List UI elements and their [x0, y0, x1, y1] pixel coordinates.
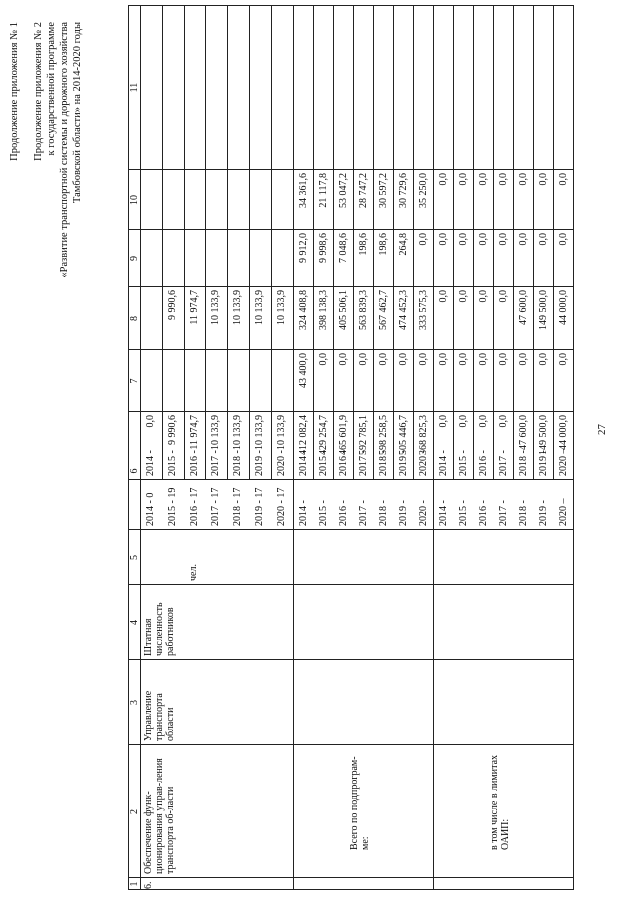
year-label: 2017 -: [210, 450, 222, 476]
other-cell: 0,0: [477, 173, 489, 186]
column-line: [128, 529, 573, 530]
local-cell: 0,0: [477, 233, 489, 246]
column-number: 2: [129, 809, 140, 814]
year-row-line: [227, 5, 228, 480]
budget-table: [128, 5, 606, 890]
header-continuation: Продолжение приложения № 1: [9, 22, 20, 161]
column-number: 4: [129, 620, 140, 625]
target-value: 2017 - 17: [210, 487, 222, 526]
federal-cell: 43 400,0: [297, 353, 309, 388]
row-line: [573, 5, 574, 890]
oaip-label: в том числе в лимитах ОАИП:: [488, 754, 511, 850]
year-label: 2018 -: [517, 450, 529, 476]
year-label-col6: 2015 -: [457, 500, 469, 526]
federal-cell: 0,0: [437, 353, 449, 366]
target-value: 2020 - 17: [275, 487, 287, 526]
year-row-line: [533, 5, 534, 480]
column-number: 5: [129, 555, 140, 560]
regional-cell: 398 138,3: [317, 290, 329, 330]
column-line: [128, 889, 573, 890]
local-cell: 0,0: [517, 233, 529, 246]
local-cell: 264,8: [397, 233, 409, 256]
section-line: [293, 5, 294, 890]
local-cell: 9 912,0: [297, 233, 309, 263]
year-label: 2019 -: [254, 450, 265, 476]
total-cell: 368 825,3: [417, 415, 429, 455]
year-label: 2014 -: [297, 450, 309, 476]
total-cell: 11 974,7: [188, 415, 200, 450]
year-label: 2020 -: [275, 450, 287, 476]
year-row-line: [162, 5, 163, 480]
year-row-line: [493, 5, 494, 480]
other-cell: 0,0: [437, 173, 449, 186]
local-cell: 7 048,6: [337, 233, 349, 263]
year-label-col6: 2018 -: [377, 500, 389, 526]
year-row-line: [313, 5, 314, 480]
federal-cell: 0,0: [337, 353, 349, 366]
page-number: 27: [596, 424, 608, 435]
year-label: 2016 -: [337, 450, 349, 476]
total-cell: 505 446,7: [397, 415, 409, 455]
federal-cell: 0,0: [517, 353, 529, 366]
other-cell: 0,0: [497, 173, 509, 186]
other-cell: 0,0: [457, 173, 469, 186]
subprogram-total-label: Всего по подпрограм-ме:: [348, 756, 371, 850]
year-label: 2019 -: [397, 450, 409, 476]
column-line: [128, 169, 573, 170]
year-label-col6: 2015 -: [317, 500, 329, 526]
regional-cell: 324 408,8: [297, 290, 309, 330]
year-label-col6: 2017 -: [357, 500, 369, 526]
year-row-line: [393, 5, 394, 480]
header-appendix: Продолжение приложения № 2: [33, 22, 44, 161]
federal-cell: 0,0: [397, 353, 409, 366]
other-cell: 30 597,2: [377, 173, 389, 208]
header-line3: «Развитие транспортной системы и дорожного хозяйства: [59, 22, 70, 278]
year-label: 2017 -: [357, 450, 369, 476]
total-cell: 0,0: [457, 415, 469, 428]
regional-cell: 149 500,0: [537, 290, 549, 330]
total-cell: 10 133,9: [254, 415, 265, 450]
federal-cell: 0,0: [417, 353, 429, 366]
total-cell: 0,0: [437, 415, 449, 428]
regional-cell: 44 000,0: [557, 290, 569, 325]
column-line: [128, 411, 573, 412]
year-label-col6: 2019 -: [537, 500, 549, 526]
total-cell: 0,0: [145, 415, 156, 428]
year-row-line: [333, 5, 334, 480]
year-label-col6: 2020 -: [417, 500, 429, 526]
total-cell: 10 133,9: [232, 415, 244, 450]
year-row-line: [271, 5, 272, 480]
federal-cell: 0,0: [537, 353, 549, 366]
local-cell: 198,6: [377, 233, 389, 256]
regional-cell: 405 506,1: [337, 290, 349, 330]
regional-cell: 9 990,6: [166, 290, 178, 320]
year-label-col6: 2019 -: [397, 500, 409, 526]
regional-cell: 0,0: [437, 290, 449, 303]
column-number: 8: [129, 316, 140, 321]
header-line4: Тамбовской области» на 2014-2020 годы: [72, 22, 83, 204]
year-row-line: [413, 5, 414, 480]
federal-cell: 0,0: [557, 353, 569, 366]
local-cell: 0,0: [497, 233, 509, 246]
section-line: [433, 5, 434, 890]
regional-cell: 333 575,3: [417, 290, 429, 330]
year-label: 2020 -: [417, 450, 429, 476]
other-cell: 35 250,0: [417, 173, 429, 208]
regional-cell: 0,0: [497, 290, 509, 303]
regional-cell: 10 133,9: [275, 290, 287, 325]
column-line: [128, 286, 573, 287]
target-value: 2018 - 17: [232, 487, 244, 526]
other-cell: 28 747,2: [357, 173, 369, 208]
year-row-line: [205, 5, 206, 480]
federal-cell: 0,0: [477, 353, 489, 366]
year-label: 2014 -: [437, 450, 449, 476]
federal-cell: 0,0: [317, 353, 329, 366]
target-value: 2015 - 19: [166, 487, 178, 526]
total-cell: 592 785,1: [357, 415, 369, 455]
other-cell: 0,0: [517, 173, 529, 186]
local-cell: 0,0: [457, 233, 469, 246]
target-value: 2016 - 17: [188, 487, 200, 526]
target-value: 2014 - 0: [145, 492, 156, 526]
year-label: 2015 -: [166, 450, 178, 476]
local-cell: 0,0: [557, 233, 569, 246]
column-line: [128, 5, 573, 6]
regional-cell: 11 974,7: [188, 290, 200, 325]
total-cell: 598 258,5: [377, 415, 389, 455]
total-cell: 47 600,0: [517, 415, 529, 450]
year-label: 2015 -: [457, 450, 469, 476]
column-line: [128, 744, 573, 745]
year-label-col6: 2016 -: [337, 500, 349, 526]
other-cell: 53 047,2: [337, 173, 349, 208]
regional-cell: 0,0: [477, 290, 489, 303]
regional-cell: 474 452,3: [397, 290, 409, 330]
other-cell: 30 729,6: [397, 173, 409, 208]
column-line: [128, 584, 573, 585]
year-label-col6: 2020 –: [557, 498, 569, 526]
year-label-col6: 2018 -: [517, 500, 529, 526]
year-label: 2018 -: [377, 450, 389, 476]
total-cell: 10 133,9: [275, 415, 287, 450]
year-label-col6: 2017 -: [497, 500, 509, 526]
federal-cell: 0,0: [377, 353, 389, 366]
total-cell: 149 500,0: [537, 415, 549, 455]
year-label: 2017 -: [497, 450, 509, 476]
other-cell: 0,0: [537, 173, 549, 186]
year-label: 2015 -: [317, 450, 329, 476]
regional-cell: 563 839,3: [357, 290, 369, 330]
year-label: 2016 -: [188, 450, 200, 476]
year-row-line: [553, 5, 554, 480]
federal-cell: 0,0: [357, 353, 369, 366]
other-cell: 34 361,6: [297, 173, 309, 208]
total-cell: 0,0: [497, 415, 509, 428]
column-number: 11: [129, 82, 140, 93]
column-number: 9: [129, 256, 140, 261]
column-number: 1: [129, 881, 140, 887]
regional-cell: 567 462,7: [377, 290, 389, 330]
local-cell: 9 998,6: [317, 233, 329, 263]
column-line: [128, 229, 573, 230]
column-line: [128, 659, 573, 660]
year-label-col6: 2016 -: [477, 500, 489, 526]
total-cell: 44 000,0: [557, 415, 569, 450]
regional-cell: 10 133,9: [232, 290, 244, 325]
other-cell: 21 117,8: [317, 173, 329, 208]
column-number: 6: [129, 468, 140, 474]
year-label: 2016 -: [477, 450, 489, 476]
federal-cell: 0,0: [497, 353, 509, 366]
year-label: 2018 -: [232, 450, 244, 476]
column-number: 3: [129, 700, 140, 705]
federal-cell: 0,0: [457, 353, 469, 366]
year-row-line: [353, 5, 354, 480]
column-number: 10: [129, 195, 140, 205]
total-cell: 412 082,4: [297, 415, 309, 455]
total-cell: 465 601,9: [337, 415, 349, 455]
regional-cell: 47 600,0: [517, 290, 529, 325]
year-label: 2014 -: [145, 450, 156, 476]
total-cell: 9 990,6: [166, 415, 178, 445]
row-line: [140, 5, 141, 890]
local-cell: 0,0: [537, 233, 549, 246]
total-cell: 429 254,7: [317, 415, 329, 455]
local-cell: 0,0: [417, 233, 429, 246]
column-line: [128, 877, 573, 878]
regional-cell: 0,0: [457, 290, 469, 303]
other-cell: 0,0: [557, 173, 569, 186]
column-line: [128, 349, 573, 350]
total-cell: 10 133,9: [210, 415, 222, 450]
row-description: Обеспечение функ-ционирования управ-ления транспорта об-ласти: [143, 758, 176, 874]
regional-cell: 10 133,9: [210, 290, 222, 325]
regional-cell: 10 133,9: [254, 290, 265, 325]
column-number: 7: [129, 378, 140, 384]
year-label: 2020 –: [557, 448, 569, 476]
year-label-col6: 2014 -: [297, 500, 309, 526]
year-row-line: [249, 5, 250, 480]
local-cell: 0,0: [437, 233, 449, 246]
year-row-line: [453, 5, 454, 480]
row-unit: чел.: [188, 564, 199, 581]
total-cell: 0,0: [477, 415, 489, 428]
year-row-line: [373, 5, 374, 480]
year-label-col6: 2014 -: [437, 500, 449, 526]
local-cell: 198,6: [357, 233, 369, 256]
row-number: 6.: [143, 881, 154, 889]
target-value: 2019 - 17: [254, 487, 265, 526]
year-label: 2019 -: [537, 450, 549, 476]
row-executor: Управление транспорта области: [143, 690, 176, 741]
year-row-line: [184, 5, 185, 480]
header-line2: к государственной программе: [46, 22, 57, 156]
year-row-line: [473, 5, 474, 480]
row-indicator: Штатная численность работников: [143, 602, 176, 656]
year-row-line: [513, 5, 514, 480]
